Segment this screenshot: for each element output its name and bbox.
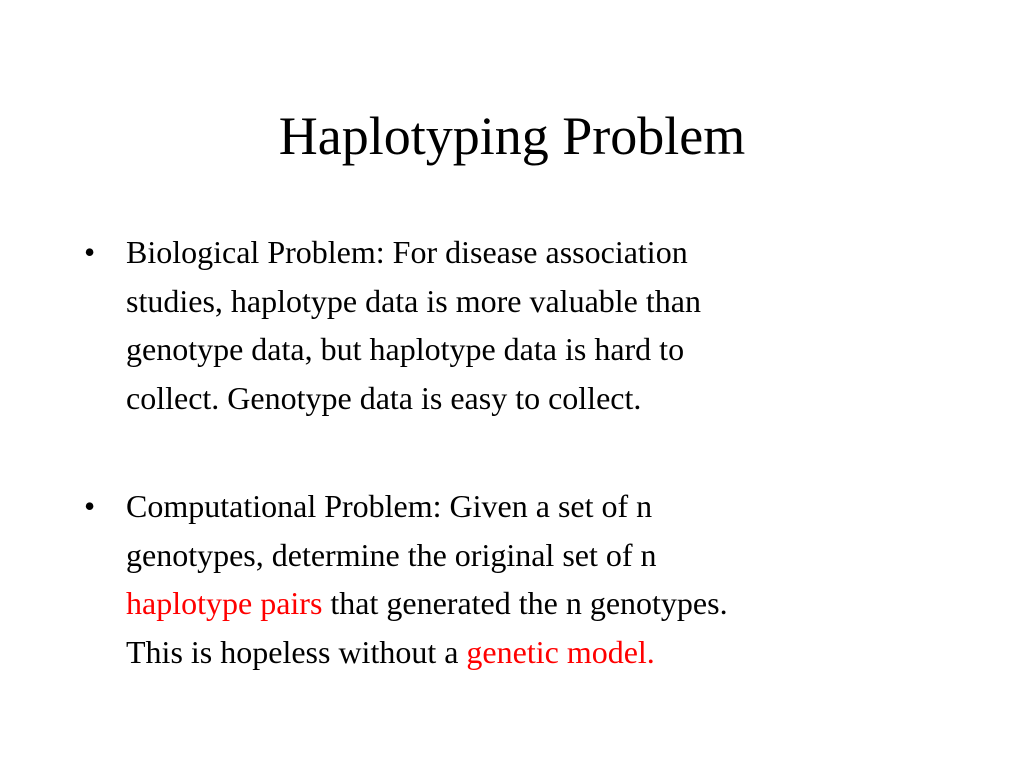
bullet-line: genotype data, but haplotype data is hard to [126,331,685,367]
bullet-line: Computational Problem: Given a set of n [126,488,653,524]
bullet-line: This is hopeless without a [126,633,467,670]
bullet-list [84,228,944,736]
slide-title: Haplotyping Problem [278,106,746,166]
bullet-line: studies, haplotype data is more valuable than [126,282,701,319]
bullet-line: collect. Genotype data is easy to collect. [126,379,642,416]
bullet-icon: • [84,234,96,270]
bullet-item-computational-problem [84,482,944,676]
bullet-line: Biological Problem: For disease association [126,234,688,270]
highlighted-term-haplotype-pairs: haplotype pairs [126,585,323,621]
bullet-line: that generated the n genotypes. [322,585,728,621]
bullet-line: genotypes, determine the original set of n [126,536,657,573]
bullet-icon: • [84,488,96,524]
highlighted-term-genetic-model: genetic model. [466,633,655,670]
bullet-item-biological-problem [84,228,944,422]
